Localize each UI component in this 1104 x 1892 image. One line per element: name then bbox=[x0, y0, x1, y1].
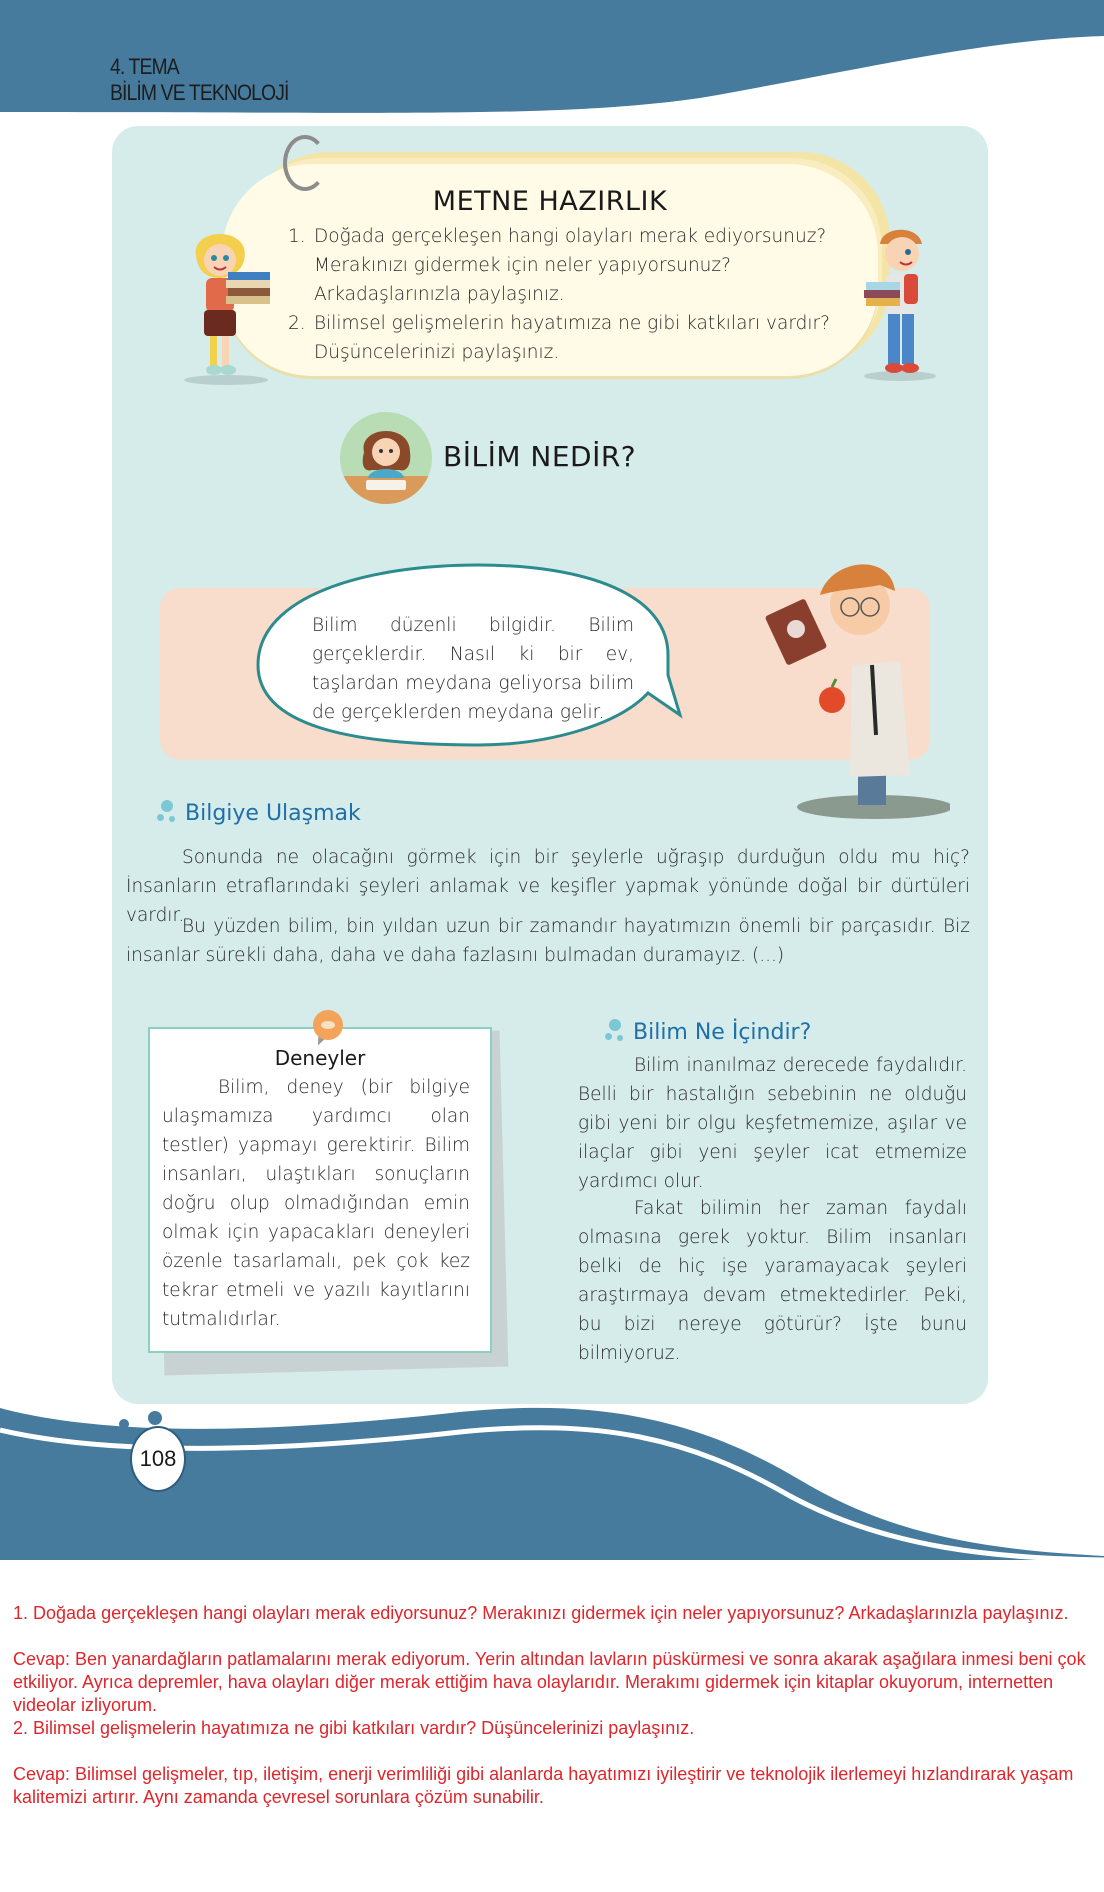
theme-title: BİLİM VE TEKNOLOJİ bbox=[110, 80, 289, 105]
answer-text-2: Cevap: Bilimsel gelişmeler, tıp, iletişim, enerji verimliliği gibi alanlarda hayatımızı iyileştirir ve teknolojik ilerlemeyi hızlandırarak yaşam kalitemizi artırır. Aynı zamanda çevresel sorunlara çözüm sunabilir. bbox=[13, 1764, 1074, 1807]
paragraph: Fakat bilimin her zaman faydalı olmasına gerek yoktur. Bilim insanları belki de hiç işe yaramayacak şeyleri araştırmaya devam etmektedirler. Peki, bu bizi nereye götürür? İşte bunu bilmiyoruz. bbox=[578, 1198, 967, 1364]
theme-label bbox=[110, 54, 289, 106]
prep-title: METNE HAZIRLIK bbox=[432, 186, 668, 217]
reading-girl-avatar bbox=[340, 412, 432, 504]
note-text: Bilim, deney (bir bilgiye ulaşmamıza yardımcı olan testler) yapmayı gerektirir. Bilim insanları, ulaştıkları sonuçların doğru olup olmadığından emin olmak için yapacakları deneyleri özenle tasarlamalı, pek çok kez tekrar etmeli ve yazılı kayıtlarını tutmalıdırlar. bbox=[162, 1077, 470, 1330]
paragraph: Bilim inanılmaz derecede faydalıdır. Belli bir hastalığın sebebinin ne olduğu gibi yeni bir olgu keşfetmemize, aşılar ve ilaçlar gibi yeni şeyler icat etmemize yardımcı olur. bbox=[578, 1055, 967, 1192]
subheading-bilim-ne-icindir: Bilim Ne İçindir? bbox=[603, 1019, 811, 1045]
paragraph: Bu yüzden bilim, bin yıldan uzun bir zamandır hayatımızın önemli bir parçasıdır. Biz insanlar sürekli daha, daha ve daha fazlasını bulmadan duramayız. (...) bbox=[126, 916, 970, 966]
bubble-dots-icon bbox=[155, 800, 181, 826]
section-title: BİLİM NEDİR? bbox=[443, 440, 637, 473]
prep-question-list bbox=[288, 222, 848, 367]
scientist-illustration bbox=[760, 545, 950, 820]
theme-number: 4. TEMA bbox=[110, 54, 179, 79]
pushpin-highlight bbox=[321, 1021, 335, 1029]
prep-question: 2. Bilimsel gelişmelerin hayatımıza ne gibi katkıları vardır? Düşüncelerinizi paylaşınız. bbox=[288, 313, 830, 363]
boy-with-books-illustration bbox=[860, 222, 940, 382]
answer-section bbox=[13, 1602, 1093, 1809]
answer-text-1: Cevap: Ben yanardağların patlamalarını merak ediyorum. Yerin altından lavların püskürmesi ve sonra akarak aşağılara inmesi beni çok etkiliyor. Ayrıca depremler, hava olayları diğer merak ettiğim hava olaylarıdır. Merakımı gidermek için kitaplar okuyorum, internetten videolar izliyorum. bbox=[13, 1649, 1086, 1715]
prep-question: 1. Doğada gerçekleşen hangi olayları merak ediyorsunuz? Merakınızı gidermek için neler yapıyorsunuz? Arkadaşlarınızla paylaşınız. bbox=[288, 226, 827, 305]
binder-ring-icon bbox=[283, 135, 327, 191]
girl-with-books-illustration bbox=[176, 226, 286, 386]
note-title: Deneyler bbox=[274, 1046, 366, 1070]
answer-question-1: 1. Doğada gerçekleşen hangi olayları merak ediyorsunuz? Merakınızı gidermek için neler yapıyorsunuz? Arkadaşlarınızla paylaşınız. bbox=[13, 1603, 1069, 1623]
subheading-bilgiye-ulasmak: Bilgiye Ulaşmak bbox=[155, 800, 361, 826]
page-number-badge: 108 bbox=[130, 1426, 186, 1492]
paragraph: Sonunda ne olacağını görmek için bir şeylerle uğraşıp durduğun oldu mu hiç? İnsanların etraflarındaki şeyleri anlamak ve keşifler yapmak yönünde doğal bir dürtüleri vardır. bbox=[126, 847, 970, 926]
speech-text: Bilim düzenli bilgidir. Bilim gerçeklerdir. Nasıl ki bir ev, taşlardan meydana geliyorsa bilim de gerçeklerden meydana gelir. bbox=[312, 615, 634, 723]
answer-question-2: 2. Bilimsel gelişmelerin hayatımıza ne gibi katkıları vardır? Düşüncelerinizi paylaşınız. bbox=[13, 1718, 695, 1738]
bubble-dots-icon bbox=[603, 1019, 629, 1045]
